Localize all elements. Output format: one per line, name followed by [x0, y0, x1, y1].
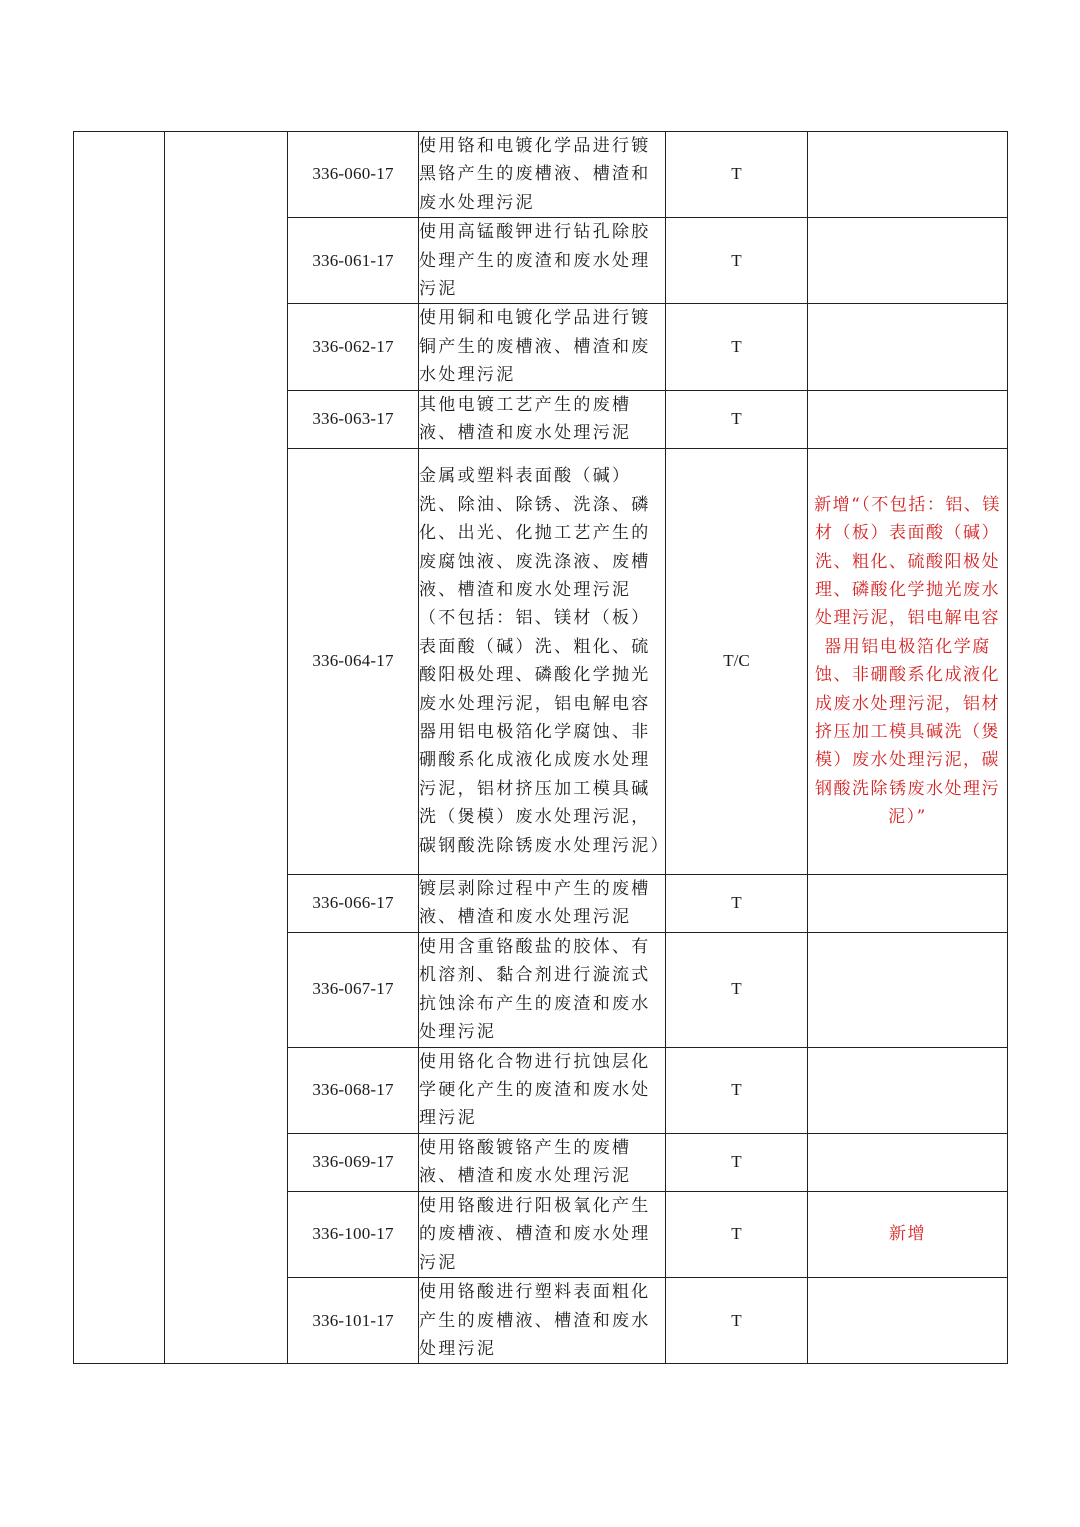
revision-note: [808, 1133, 1008, 1191]
revision-note: [808, 218, 1008, 304]
waste-description: 金属或塑料表面酸（碱）洗、除油、除锈、洗涤、磷化、出光、化抛工艺产生的废腐蚀液、废洗涤液、废槽液、槽渣和废水处理污泥（不包括：铝、镁材（板）表面酸（碱）洗、粗化、硫酸阳极处理、磷酸化学抛光废水处理污泥，铝电解电容器用铝电极箔化学腐蚀、非硼酸系化成液化成废水处理污泥，铝材挤压加工模具碱洗（煲模）废水处理污泥，碳钢酸洗除锈废水处理污泥）: [419, 448, 666, 874]
document-page: [73, 131, 1007, 1364]
revision-note: [808, 1047, 1008, 1133]
waste-code: 336-066-17: [288, 874, 419, 932]
waste-description: 使用铬化合物进行抗蚀层化学硬化产生的废渣和废水处理污泥: [419, 1047, 666, 1133]
revision-note: [808, 390, 1008, 448]
category-cell: [74, 132, 165, 1364]
waste-description: 使用含重铬酸盐的胶体、有机溶剂、黏合剂进行漩流式抗蚀涂布产生的废渣和废水处理污泥: [419, 932, 666, 1047]
revision-note: 新增“（不包括：铝、镁材（板）表面酸（碱）洗、粗化、硫酸阳极处理、磷酸化学抛光废水处理污泥，铝电解电容器用铝电极箔化学腐蚀、非硼酸系化成液化成废水处理污泥，铝材挤压加工模具碱洗（煲模）废水处理污泥，碳钢酸洗除锈废水处理污泥）”: [808, 448, 1008, 874]
waste-description: 使用铜和电镀化学品进行镀铜产生的废槽液、槽渣和废水处理污泥: [419, 304, 666, 390]
hazard-property: T: [666, 304, 808, 390]
waste-code: 336-061-17: [288, 218, 419, 304]
waste-description: 使用铬酸进行阳极氧化产生的废槽液、槽渣和废水处理污泥: [419, 1191, 666, 1277]
hazard-property: T: [666, 1047, 808, 1133]
waste-description: 使用铬酸镀铬产生的废槽液、槽渣和废水处理污泥: [419, 1133, 666, 1191]
waste-code: 336-068-17: [288, 1047, 419, 1133]
revision-note: [808, 1278, 1008, 1364]
waste-description: 其他电镀工艺产生的废槽液、槽渣和废水处理污泥: [419, 390, 666, 448]
waste-code: 336-067-17: [288, 932, 419, 1047]
waste-code: 336-100-17: [288, 1191, 419, 1277]
revision-note: [808, 932, 1008, 1047]
waste-code: 336-101-17: [288, 1278, 419, 1364]
waste-code: 336-062-17: [288, 304, 419, 390]
hazard-property: T: [666, 1278, 808, 1364]
revision-note: [808, 132, 1008, 218]
waste-code: 336-069-17: [288, 1133, 419, 1191]
hazard-property: T: [666, 218, 808, 304]
waste-description: 使用高锰酸钾进行钻孔除胶处理产生的废渣和废水处理污泥: [419, 218, 666, 304]
waste-description: 使用铬和电镀化学品进行镀黑铬产生的废槽液、槽渣和废水处理污泥: [419, 132, 666, 218]
hazard-property: T: [666, 1133, 808, 1191]
industry-source-cell: [165, 132, 288, 1364]
hazard-property: T: [666, 1191, 808, 1277]
hazardous-waste-table: [73, 131, 1008, 1364]
table-row: [74, 132, 1008, 218]
hazard-property: T/C: [666, 448, 808, 874]
waste-code: 336-060-17: [288, 132, 419, 218]
hazard-property: T: [666, 132, 808, 218]
waste-description: 使用铬酸进行塑料表面粗化产生的废槽液、槽渣和废水处理污泥: [419, 1278, 666, 1364]
hazard-property: T: [666, 874, 808, 932]
hazard-property: T: [666, 390, 808, 448]
revision-note: [808, 304, 1008, 390]
hazard-property: T: [666, 932, 808, 1047]
revision-note: [808, 874, 1008, 932]
waste-code: 336-064-17: [288, 448, 419, 874]
waste-description: 镀层剥除过程中产生的废槽液、槽渣和废水处理污泥: [419, 874, 666, 932]
revision-note: 新增: [808, 1191, 1008, 1277]
waste-code: 336-063-17: [288, 390, 419, 448]
